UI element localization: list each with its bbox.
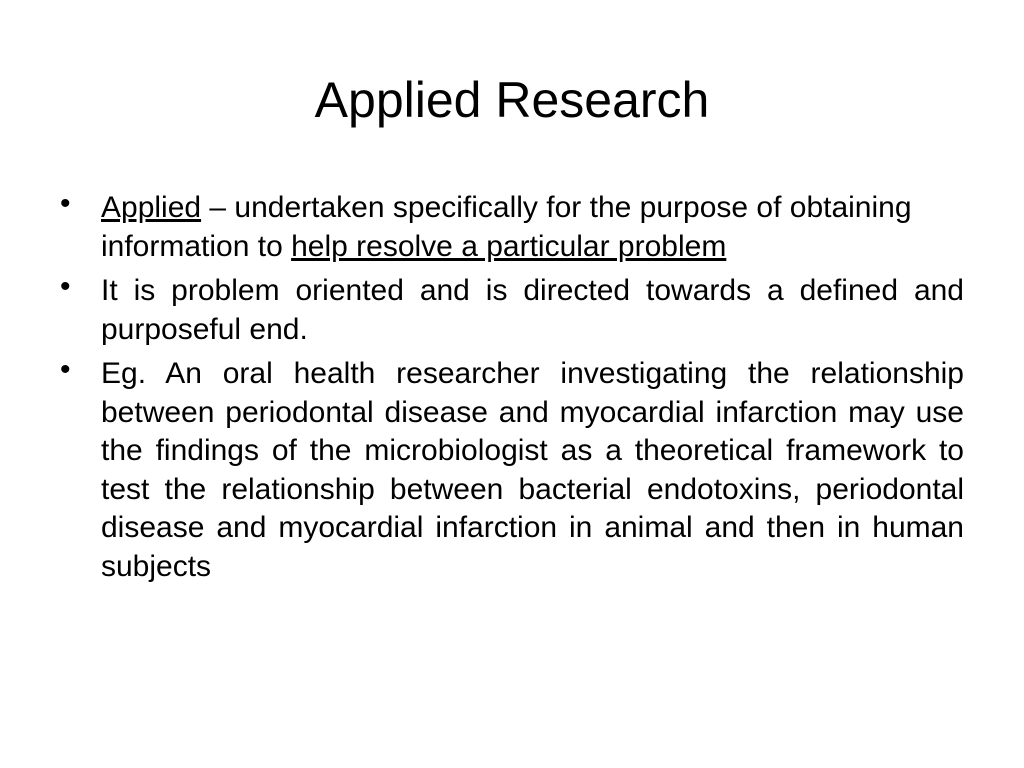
bullet-icon: •	[60, 270, 71, 303]
bullet-item-example	[60, 355, 964, 586]
applied-term: Applied	[101, 191, 202, 224]
bullet-text	[101, 191, 912, 263]
bullet-item-problem-oriented	[60, 272, 964, 349]
bullet-icon: •	[60, 187, 71, 220]
slide-title: Applied Research	[314, 72, 710, 128]
bullet-text: It is problem oriented and is directed towards a defined and purposeful end.	[101, 274, 964, 346]
bullet-icon: •	[60, 353, 71, 386]
bullet-list	[60, 189, 964, 592]
applied-definition: – undertaken specifically for the purpose of obtaining information to	[101, 191, 912, 263]
bullet-text: Eg. An oral health researcher investigating the relationship between periodontal disease and myocardial infarction may use the findings of the microbiologist as a theoretical framework to test the relationship between bacterial endotoxins, periodontal disease and myocardial infarction in animal and then in human subjects	[101, 357, 964, 583]
bullet-item-applied	[60, 189, 964, 266]
applied-emphasis: help resolve a particular problem	[291, 229, 727, 263]
